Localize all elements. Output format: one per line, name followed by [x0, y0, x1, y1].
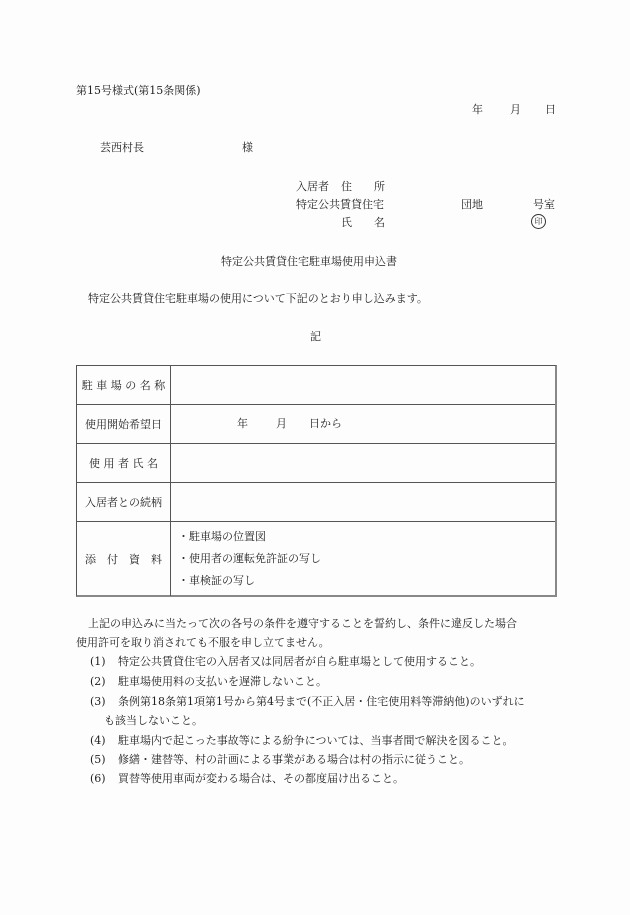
start-month: 月	[276, 417, 287, 430]
condition-text-continued: も該当しないこと。	[104, 714, 203, 727]
pledge-line-1: 上記の申込みに当たって次の各号の条件を遵守することを誓約し、条件に違反した場合	[88, 617, 517, 630]
date-year: 年	[472, 103, 483, 116]
seal-mark: 印	[531, 214, 546, 229]
relationship-label: 入居者との続柄	[77, 483, 171, 521]
attachment-item: ・使用者の運転免許証の写し	[178, 552, 321, 565]
attachment-item: ・駐車場の位置図	[178, 530, 266, 543]
condition-text: 特定公共賃貸住宅の入居者又は同居者が自ら駐車場として使用すること。	[118, 655, 481, 668]
condition-num: (1)	[90, 655, 106, 668]
resident-label: 入居者	[296, 180, 329, 193]
name-label: 氏 名	[341, 216, 385, 229]
start-year: 年	[237, 417, 248, 430]
intro-text: 特定公共賃貸住宅駐車場の使用について下記のとおり申し込みます。	[88, 292, 428, 305]
parking-name-label: 駐 車 場 の 名 称	[77, 366, 171, 404]
date-day: 日	[545, 103, 556, 116]
document-title: 特定公共賃貸住宅駐車場使用申込書	[221, 255, 397, 268]
condition-text: 修繕・建替等、村の計画による事業がある場合は村の指示に従うこと。	[118, 753, 470, 766]
user-name-label: 使 用 者 氏 名	[77, 444, 171, 482]
addressee-honorific: 様	[242, 141, 253, 154]
table-row	[77, 483, 555, 522]
user-name-field[interactable]	[172, 444, 555, 482]
start-date-field[interactable]	[172, 405, 555, 443]
table-row	[77, 366, 555, 405]
date-month: 月	[510, 103, 521, 116]
table-row	[77, 405, 555, 444]
condition-text: 買替等使用車両が変わる場合は、その都度届け出ること。	[118, 772, 404, 785]
table-row	[77, 444, 555, 483]
condition-text: 駐車場内で起こった事故等による紛争については、当事者間で解決を図ること。	[118, 734, 514, 747]
addressee-name: 芸西村長	[100, 141, 144, 154]
form-number: 第15号様式(第15条関係)	[76, 84, 201, 97]
housing-label: 特定公共賃貸住宅	[296, 198, 384, 211]
condition-text: 条例第18条第1項第1号から第4号まで(不正入居・住宅使用料等滞納他)のいずれに	[118, 695, 525, 708]
complex-label: 団地	[461, 198, 483, 211]
condition-num: (3)	[90, 695, 106, 708]
condition-num: (4)	[90, 734, 106, 747]
pledge-line-2: 使用許可を取り消されても不服を申し立てません。	[76, 636, 330, 649]
attachments-list	[172, 522, 555, 596]
attachments-label: 添 付 資 料	[77, 522, 171, 596]
relationship-field[interactable]	[172, 483, 555, 521]
attachment-item: ・車検証の写し	[178, 574, 255, 587]
start-date-label: 使用開始希望日	[77, 405, 171, 443]
address-label: 住 所	[341, 180, 385, 193]
condition-num: (2)	[90, 675, 106, 688]
condition-num: (6)	[90, 772, 106, 785]
parking-name-field[interactable]	[172, 366, 555, 404]
condition-text: 駐車場使用料の支払いを遅滞しないこと。	[118, 675, 327, 688]
table-row	[77, 522, 555, 596]
condition-num: (5)	[90, 753, 106, 766]
application-table	[76, 365, 557, 597]
start-day: 日から	[309, 417, 342, 430]
room-label: 号室	[533, 198, 555, 211]
ki-heading: 記	[310, 330, 321, 343]
